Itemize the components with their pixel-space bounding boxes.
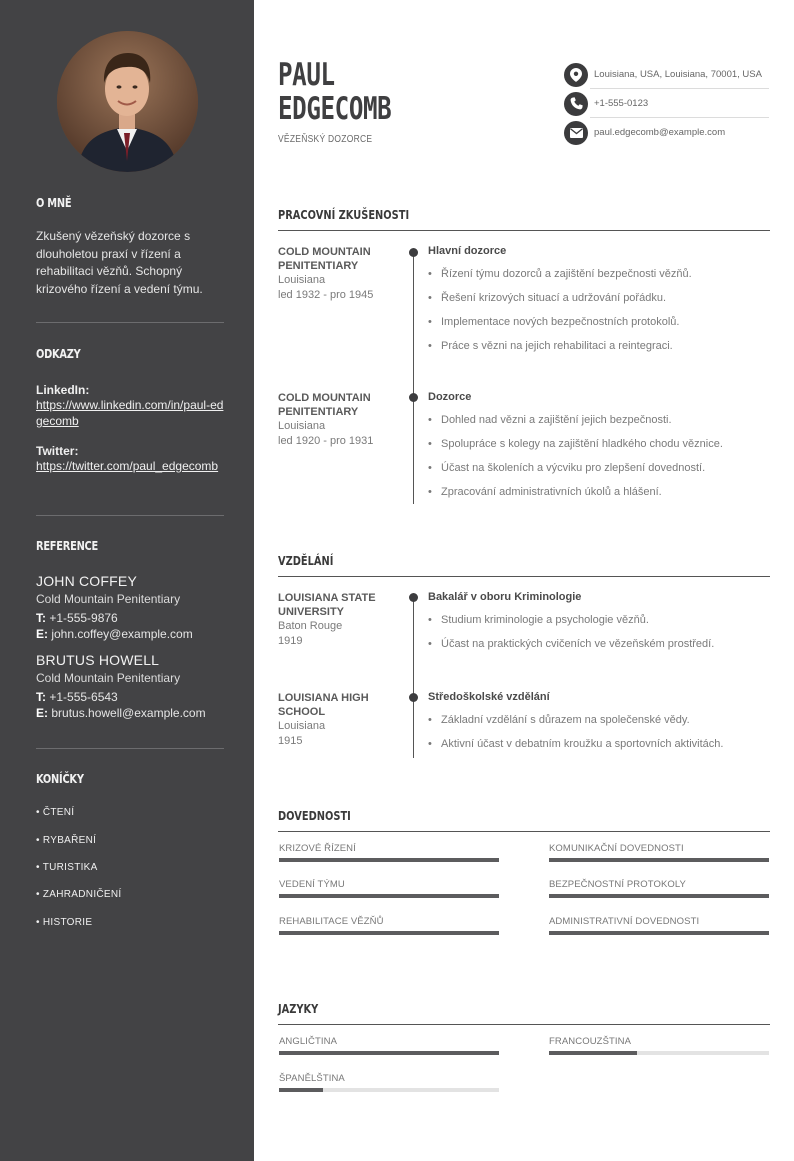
reference-company: Cold Mountain Penitentiary	[36, 592, 181, 606]
reference-email: E: john.coffey@example.com	[36, 627, 193, 641]
skill-label: REHABILITACE VĚZŇŮ	[279, 916, 384, 927]
about-section	[36, 196, 224, 298]
experience-org-block	[278, 245, 396, 302]
list-item: • Práce s vězni na jejich rehabilitaci a reintegraci.	[428, 340, 770, 364]
email-text: paul.edgecomb@example.com	[594, 127, 726, 138]
divider	[36, 515, 224, 516]
location-pin-icon	[564, 63, 588, 87]
reference-item	[36, 652, 224, 720]
contact-phone	[564, 89, 769, 118]
experience-org-block	[278, 391, 396, 448]
organization: COLD MOUNTAIN PENITENTIARY	[278, 392, 371, 418]
list-item: • Studium kriminologie a psychologie vězňů.	[428, 614, 770, 638]
skills-heading: DOVEDNOSTI	[278, 807, 770, 832]
references-section	[36, 539, 224, 720]
skill-bar	[549, 858, 769, 862]
timeline-dot	[409, 693, 418, 702]
language-item	[279, 1073, 499, 1092]
list-item: • Účast na školeních a výcviku pro zlepšení dovedností.	[428, 462, 770, 486]
list-item: • Základní vzdělání s důrazem na společenské vědy.	[428, 714, 770, 738]
link-label: LinkedIn:	[36, 383, 90, 397]
divider	[36, 322, 224, 323]
duty-list	[428, 268, 770, 364]
twitter-link[interactable]: https://twitter.com/paul_edgecomb	[36, 459, 219, 473]
list-item: • Řešení krizových situací a udržování pořádku.	[428, 292, 770, 316]
list-item: • Dohled nad vězni a zajištění jejich bezpečnosti.	[428, 414, 770, 438]
list-item: • Implementace nových bezpečnostních protokolů.	[428, 316, 770, 340]
location: Louisiana	[278, 420, 326, 432]
skill-item	[549, 843, 769, 862]
skill-label: VEDENÍ TÝMU	[279, 879, 345, 890]
education-org-block	[278, 691, 396, 748]
references-heading: REFERENCE	[36, 539, 99, 553]
experience-item	[428, 245, 770, 364]
reference-name: BRUTUS HOWELL	[36, 652, 160, 668]
timeline-dot	[409, 248, 418, 257]
links-heading: ODKAZY	[36, 347, 81, 361]
about-text: Zkušený vězeňský dozorce s dlouholetou praxí v řízení a rehabilitaci vězňů. Schopný krizového řízení a vedení týmu.	[36, 229, 203, 296]
language-label: ANGLIČTINA	[279, 1036, 338, 1047]
skill-label: KRIZOVÉ ŘÍZENÍ	[279, 843, 356, 854]
detail-list	[428, 714, 770, 762]
skill-bar	[279, 858, 499, 862]
skill-bar	[549, 931, 769, 935]
reference-company: Cold Mountain Penitentiary	[36, 671, 181, 685]
education-heading: VZDĚLÁNÍ	[278, 552, 770, 577]
list-item: • Zpracování administrativních úkolů a hlášení.	[428, 486, 770, 510]
skill-bar-fill	[279, 858, 499, 862]
language-label: FRANCOUZŠTINA	[549, 1036, 632, 1047]
language-bar-fill	[549, 1051, 637, 1055]
list-item: • Účast na praktických cvičeních ve vězeňském prostředí.	[428, 638, 770, 662]
timeline-dot	[409, 593, 418, 602]
degree-title: Bakalář v oboru Kriminologie	[428, 591, 582, 603]
location: Baton Rouge	[278, 620, 343, 632]
dates: led 1920 - pro 1931	[278, 434, 374, 447]
skill-bar	[549, 894, 769, 898]
divider	[36, 748, 224, 749]
timeline-line	[413, 252, 414, 504]
reference-phone: T: +1-555-9876	[36, 611, 118, 625]
hobbies-heading: KONÍČKY	[36, 772, 84, 786]
skill-item	[549, 879, 769, 898]
reference-email: E: brutus.howell@example.com	[36, 706, 206, 720]
skill-label: BEZPEČNOSTNÍ PROTOKOLY	[549, 879, 686, 890]
role-title: Hlavní dozorce	[428, 245, 507, 257]
skill-bar-fill	[549, 931, 769, 935]
contact-address	[564, 60, 769, 89]
list-item: • Spolupráce s kolegy na zajištění hladkého chodu věznice.	[428, 438, 770, 462]
dates: led 1932 - pro 1945	[278, 288, 374, 301]
list-item: • Řízení týmu dozorců a zajištění bezpečnosti vězňů.	[428, 268, 770, 292]
organization: COLD MOUNTAIN PENITENTIARY	[278, 246, 371, 272]
language-bar	[549, 1051, 769, 1055]
role-title: Dozorce	[428, 391, 472, 403]
school: LOUISIANA STATE UNIVERSITY	[278, 592, 376, 618]
timeline-dot	[409, 393, 418, 402]
contact-email	[564, 118, 769, 147]
detail-list	[428, 614, 770, 662]
link-label: Twitter:	[36, 444, 79, 458]
skill-label: ADMINISTRATIVNÍ DOVEDNOSTI	[549, 916, 700, 927]
school: LOUISIANA HIGH SCHOOL	[278, 692, 369, 718]
language-bar-fill	[279, 1088, 323, 1092]
envelope-icon	[564, 121, 588, 145]
first-name: PAUL	[278, 57, 335, 93]
location: Louisiana	[278, 720, 326, 732]
links-section	[36, 347, 224, 474]
location: Louisiana	[278, 274, 326, 286]
dates: 1919	[278, 634, 303, 647]
language-bar	[279, 1088, 499, 1092]
full-name	[278, 58, 391, 126]
education-item	[428, 591, 770, 662]
skill-item	[549, 916, 769, 935]
phone-icon	[564, 92, 588, 116]
phone-text: +1-555-0123	[594, 98, 649, 109]
reference-item	[36, 573, 224, 641]
education-org-block	[278, 591, 396, 648]
languages-heading: JAZYKY	[278, 1000, 770, 1025]
language-label: ŠPANĚLŠTINA	[279, 1073, 345, 1084]
dates: 1915	[278, 734, 303, 747]
link-twitter	[36, 444, 224, 474]
skill-bar-fill	[279, 894, 499, 898]
hobby-item: • HISTORIE	[36, 917, 93, 928]
skill-bar-fill	[549, 858, 769, 862]
reference-name: JOHN COFFEY	[36, 573, 137, 589]
hobby-item: • ČTENÍ	[36, 807, 75, 818]
duty-list	[428, 414, 770, 510]
skill-bar	[279, 931, 499, 935]
skill-bar	[279, 894, 499, 898]
address-text: Louisiana, USA, Louisiana, 70001, USA	[594, 69, 762, 80]
skill-bar-fill	[549, 894, 769, 898]
skill-item	[279, 879, 499, 898]
about-heading: O MNĚ	[36, 196, 72, 210]
language-bar	[279, 1051, 499, 1055]
reference-phone: T: +1-555-6543	[36, 690, 118, 704]
linkedin-link[interactable]: https://www.linkedin.com/in/paul-edgecomb	[36, 398, 224, 428]
language-item	[549, 1036, 769, 1055]
last-name: EDGECOMB	[278, 91, 392, 127]
language-item	[279, 1036, 499, 1055]
language-bar-fill	[279, 1051, 499, 1055]
job-title: VĚZEŇSKÝ DOZORCE	[278, 134, 373, 145]
education-item	[428, 691, 770, 762]
link-linkedin	[36, 383, 224, 429]
sidebar	[0, 0, 254, 1161]
skill-bar-fill	[279, 931, 499, 935]
hobby-item: • TURISTIKA	[36, 862, 98, 873]
list-item: • Aktivní účast v debatním kroužku a sportovních aktivitách.	[428, 738, 770, 762]
hobbies-section	[36, 772, 224, 942]
skill-item	[279, 916, 499, 935]
hobby-item: • ZAHRADNIČENÍ	[36, 889, 122, 900]
hobby-item: • RYBAŘENÍ	[36, 835, 97, 846]
profile-photo	[57, 31, 198, 172]
skill-item	[279, 843, 499, 862]
degree-title: Středoškolské vzdělání	[428, 691, 550, 703]
timeline-line	[413, 598, 414, 758]
skill-label: KOMUNIKAČNÍ DOVEDNOSTI	[549, 843, 684, 854]
experience-item	[428, 391, 770, 510]
experience-heading: PRACOVNÍ ZKUŠENOSTI	[278, 206, 770, 231]
